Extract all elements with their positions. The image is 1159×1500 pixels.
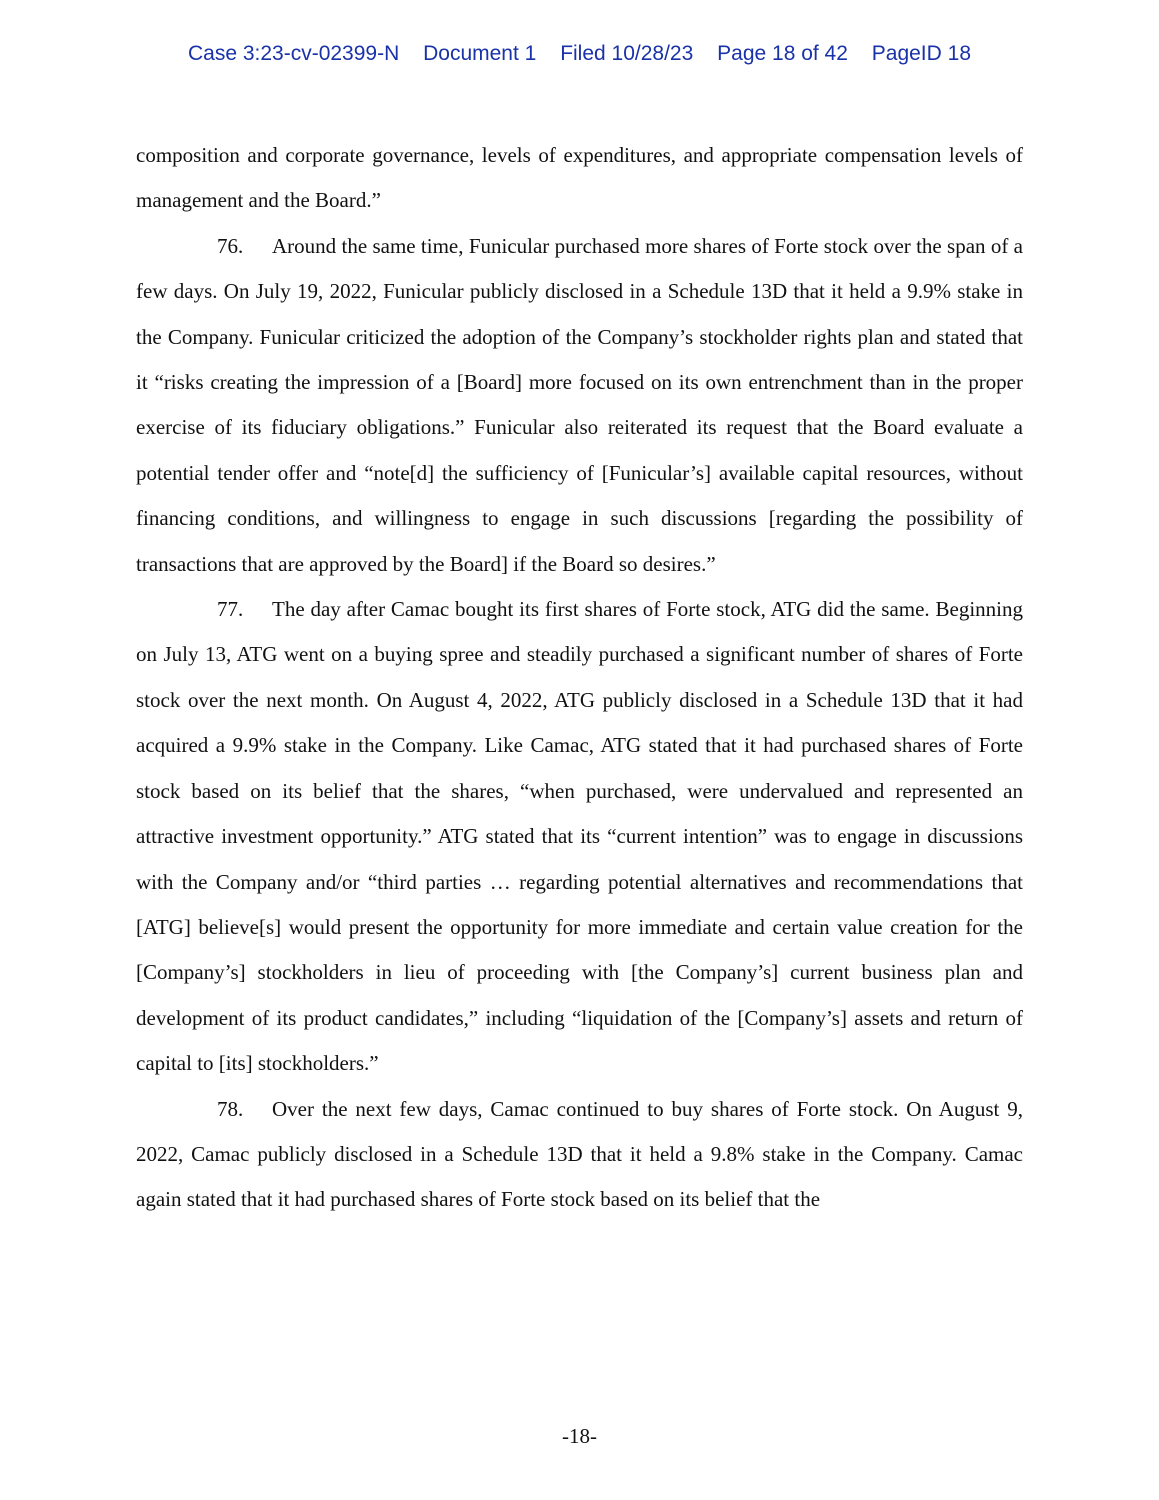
- paragraph-76: [136, 224, 1023, 587]
- paragraph-77: [136, 587, 1023, 1086]
- paragraph-text: The day after Camac bought its first shares of Forte stock, ATG did the same. Beginning on July 13, ATG went on a buying spree and steadily purchased a significant number of shares of Forte stock over the next month. On August 4, 2022, ATG publicly disclosed in a Schedule 13D that it had acquired a 9.9% stake in the Company. Like Camac, ATG stated that it had purchased shares of Forte stock based on its belief that the shares, “when purchased, were undervalued and represented an attractive investment opportunity.” ATG stated that its “current intention” was to engage in discussions with the Company and/or “third parties … regarding potential alternatives and recommendations that [ATG] believe[s] would present the opportunity for more immediate and certain value creation for the [Company’s] stockholders in lieu of proceeding with [the Company’s] current business plan and development of its product candidates,” including “liquidation of the [Company’s] assets and return of capital to [its] stockholders.”: [136, 597, 1023, 1076]
- paragraph-78: [136, 1087, 1023, 1223]
- paragraph-number: 77.: [217, 597, 244, 622]
- paragraph-number: 78.: [217, 1096, 244, 1121]
- document-number: Document 1: [423, 42, 537, 65]
- page-id: PageID 18: [871, 42, 972, 65]
- page-count: Page 18 of 42: [717, 42, 848, 65]
- paragraph-text: Over the next few days, Camac continued to buy shares of Forte stock. On August 9, 2022, Camac publicly disclosed in a Schedule 13D that it held a 9.8% stake in the Company. Camac again stated that it had purchased shares of Forte stock based on its belief that the: [136, 1096, 1023, 1212]
- paragraph-number: 76.: [217, 233, 244, 258]
- page-number: -18-: [562, 1424, 597, 1448]
- case-number: Case 3:23-cv-02399-N: [187, 42, 400, 65]
- document-body: [136, 133, 1023, 1223]
- continuation-paragraph: composition and corporate governance, levels of expenditures, and appropriate compensation levels of management and the Board.”: [136, 143, 1023, 213]
- paragraph-text: Around the same time, Funicular purchased more shares of Forte stock over the span of a few days. On July 19, 2022, Funicular publicly disclosed in a Schedule 13D that it held a 9.9% stake in the Company. Funicular criticized the adoption of the Company’s stockholder rights plan and stated that it “risks creating the impression of a [Board] more focused on its own entrenchment than in the proper exercise of its fiduciary obligations.” Funicular also reiterated its request that the Board evaluate a potential tender offer and “note[d] the sufficiency of [Funicular’s] available capital resources, without financing conditions, and willingness to engage in such discussions [regarding the possibility of transactions that are approved by the Board] if the Board so desires.”: [136, 233, 1023, 576]
- ecf-filing-header: [0, 42, 1159, 66]
- filed-date: Filed 10/28/23: [560, 42, 694, 65]
